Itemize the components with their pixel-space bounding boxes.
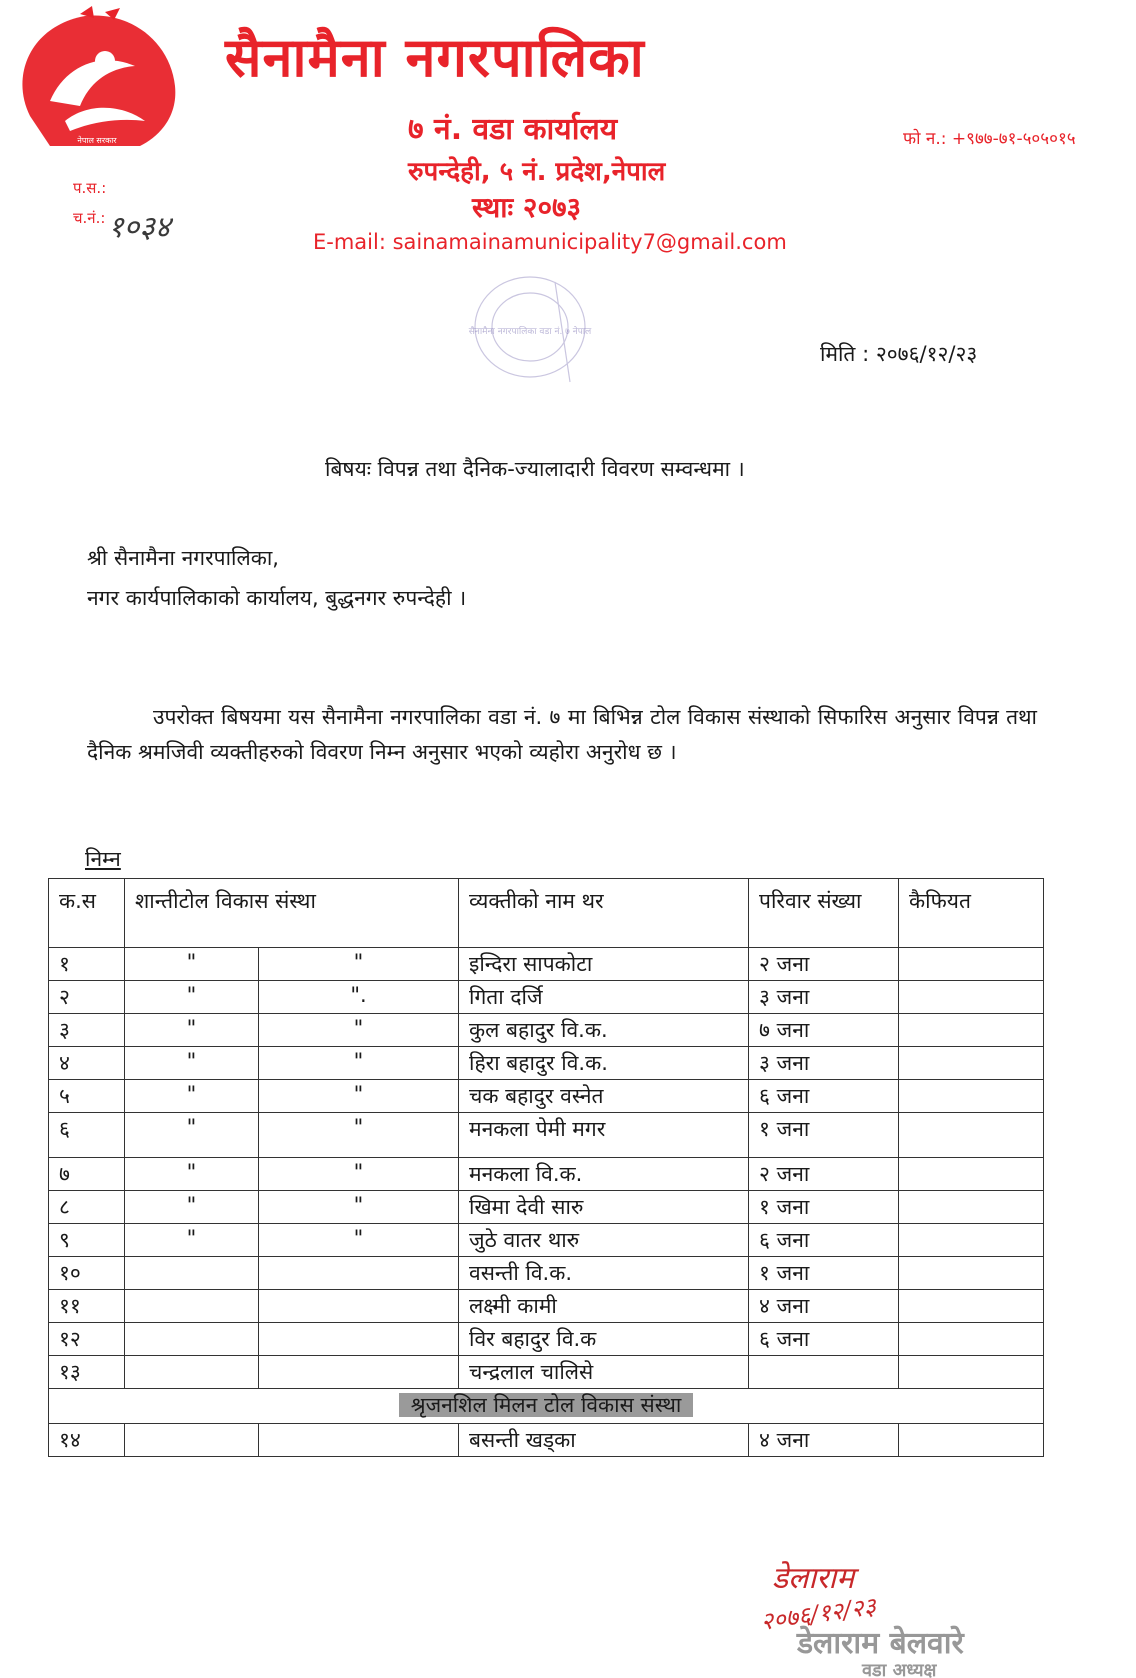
row-family-count: १ जना (749, 1191, 899, 1224)
table-row (49, 1224, 1044, 1257)
row-remark (899, 1224, 1044, 1257)
header-name: व्यक्तीको नाम थर (459, 879, 749, 948)
row-sn: १३ (49, 1356, 125, 1389)
svg-text:२०७६/१२/२३: २०७६/१२/२३ (758, 1592, 878, 1636)
cn-handwritten-number: १०३४ (108, 210, 171, 245)
row-org-ditto-a (125, 1424, 259, 1457)
row-org-ditto-b: " (259, 1047, 459, 1080)
row-org-ditto-b: " (259, 1191, 459, 1224)
row-family-count: ६ जना (749, 1080, 899, 1113)
addressee-line-1: श्री सैनामैना नगरपालिका, (87, 546, 279, 570)
row-person-name: मनकला वि.क. (459, 1158, 749, 1191)
table-row (49, 1356, 1044, 1389)
row-remark (899, 1014, 1044, 1047)
row-person-name: चन्द्रलाल चालिसे (459, 1356, 749, 1389)
row-remark (899, 1047, 1044, 1080)
row-org-ditto-b: " (259, 948, 459, 981)
table-row (49, 948, 1044, 981)
row-sn: १२ (49, 1323, 125, 1356)
beneficiary-table (48, 878, 1044, 1457)
row-org-ditto-b: ". (259, 981, 459, 1014)
office-email: E-mail: sainamainamunicipality7@gmail.com (313, 230, 787, 254)
established-year: स्थाः २०७३ (472, 191, 582, 224)
row-sn: ९ (49, 1224, 125, 1257)
row-family-count: ४ जना (749, 1290, 899, 1323)
row-org-ditto-a: " (125, 1047, 259, 1080)
row-org-ditto-a: " (125, 1158, 259, 1191)
ward-office-title: ७ नं. वडा कार्यालय (408, 112, 618, 147)
row-org-ditto-a (125, 1356, 259, 1389)
row-org-ditto-b (259, 1356, 459, 1389)
addressee-line-2: नगर कार्यपालिकाको कार्यालय, बुद्धनगर रुपन्देही । (87, 586, 467, 610)
row-sn: ६ (49, 1113, 125, 1158)
row-org-ditto-a (125, 1257, 259, 1290)
svg-text:वडा अध्यक्ष: वडा अध्यक्ष (862, 1660, 937, 1678)
row-sn: ११ (49, 1290, 125, 1323)
row-family-count: २ जना (749, 948, 899, 981)
table-row (49, 1424, 1044, 1457)
table-row (49, 1080, 1044, 1113)
svg-text:डेलाराम बेलवारे: डेलाराम बेलवारे (797, 1626, 964, 1661)
row-remark (899, 1356, 1044, 1389)
row-family-count: ३ जना (749, 1047, 899, 1080)
table-row (49, 1047, 1044, 1080)
table-row (49, 1290, 1044, 1323)
faded-stamp-icon (455, 262, 615, 412)
row-org-ditto-a: " (125, 1014, 259, 1047)
row-remark (899, 1290, 1044, 1323)
row-sn: ३ (49, 1014, 125, 1047)
row-org-ditto-a: " (125, 1191, 259, 1224)
row-org-ditto-a (125, 1323, 259, 1356)
row-org-ditto-a: " (125, 1224, 259, 1257)
row-person-name: खिमा देवी सारु (459, 1191, 749, 1224)
header-family-count: परिवार संख्या (749, 879, 899, 948)
svg-text:डेलाराम: डेलाराम (772, 1561, 855, 1596)
row-sn: ५ (49, 1080, 125, 1113)
row-org-ditto-b: " (259, 1014, 459, 1047)
row-remark (899, 981, 1044, 1014)
letter-body: उपरोक्त बिषयमा यस सैनामैना नगरपालिका वडा नं. ७ मा बिभिन्न टोल विकास संस्थाको सिफारिस अनुसार विपन्न तथा दैनिक श्रमजिवी व्यक्तीहरुको विवरण निम्न अनुसार भएको व्यहोरा अनुरोध छ । (87, 705, 1037, 764)
header-organization: शान्तीटोल विकास संस्था (125, 879, 459, 948)
row-sn: ४ (49, 1047, 125, 1080)
list-title: निम्न (85, 847, 121, 871)
municipality-title: सैनामैना नगरपालिका (225, 26, 645, 89)
row-org-ditto-a: " (125, 1113, 259, 1158)
row-person-name: विर बहादुर वि.क (459, 1323, 749, 1356)
row-org-ditto-b (259, 1257, 459, 1290)
svg-text:नेपाल सरकार: नेपाल सरकार (77, 136, 117, 145)
row-family-count: १ जना (749, 1113, 899, 1158)
row-person-name: वसन्ती वि.क. (459, 1257, 749, 1290)
row-org-ditto-b: " (259, 1080, 459, 1113)
signature-stamp-icon (742, 1548, 1042, 1678)
row-sn: १४ (49, 1424, 125, 1457)
letter-date: मिति : २०७६/१२/२३ (820, 342, 978, 366)
office-phone: फो न.: +९७७-७१-५०५०१५ (903, 129, 1076, 149)
table-row (49, 1323, 1044, 1356)
row-family-count: २ जना (749, 1158, 899, 1191)
row-org-ditto-b: " (259, 1113, 459, 1158)
row-person-name: गिता दर्जि (459, 981, 749, 1014)
row-org-ditto-a (125, 1290, 259, 1323)
row-org-ditto-b: " (259, 1224, 459, 1257)
row-sn: १ (49, 948, 125, 981)
municipality-emblem-icon (10, 6, 185, 156)
row-sn: ८ (49, 1191, 125, 1224)
row-family-count: ७ जना (749, 1014, 899, 1047)
row-person-name: चक बहादुर वस्नेत (459, 1080, 749, 1113)
row-family-count: ४ जना (749, 1424, 899, 1457)
row-sn: १० (49, 1257, 125, 1290)
row-remark (899, 948, 1044, 981)
row-org-ditto-b: " (259, 1158, 459, 1191)
row-person-name: हिरा बहादुर वि.क. (459, 1047, 749, 1080)
row-family-count (749, 1356, 899, 1389)
table-row (49, 981, 1044, 1014)
row-org-ditto-a: " (125, 1080, 259, 1113)
row-remark (899, 1191, 1044, 1224)
row-sn: ७ (49, 1158, 125, 1191)
row-remark (899, 1113, 1044, 1158)
row-person-name: मनकला पेमी मगर (459, 1113, 749, 1158)
svg-text:सैनामैना नगरपालिका वडा नं. ७ न: सैनामैना नगरपालिका वडा नं. ७ नेपाल (468, 327, 592, 337)
row-org-ditto-a: " (125, 948, 259, 981)
row-org-ditto-b (259, 1424, 459, 1457)
row-org-ditto-b (259, 1290, 459, 1323)
row-remark (899, 1257, 1044, 1290)
row-remark (899, 1080, 1044, 1113)
ps-label: प.स.: (73, 179, 107, 197)
header-remarks: कैफियत (899, 879, 1044, 948)
row-family-count: ६ जना (749, 1224, 899, 1257)
row-family-count: ३ जना (749, 981, 899, 1014)
row-remark (899, 1158, 1044, 1191)
row-family-count: १ जना (749, 1257, 899, 1290)
row-org-ditto-b (259, 1323, 459, 1356)
row-person-name: जुठे वातर थारु (459, 1224, 749, 1257)
row-sn: २ (49, 981, 125, 1014)
table-row (49, 1014, 1044, 1047)
table-row (49, 1113, 1044, 1158)
row-person-name: लक्ष्मी कामी (459, 1290, 749, 1323)
cn-label: च.नं.: (73, 209, 106, 227)
table-group-row (49, 1389, 1044, 1424)
row-person-name: इन्दिरा सापकोटा (459, 948, 749, 981)
group-organization-label: श्रृजनशिल मिलन टोल विकास संस्था (399, 1393, 694, 1417)
office-address: रुपन्देही, ५ नं. प्रदेश,नेपाल (408, 157, 666, 187)
row-person-name: कुल बहादुर वि.क. (459, 1014, 749, 1047)
header-sn: क.स (49, 879, 125, 948)
row-family-count: ६ जना (749, 1323, 899, 1356)
letter-subject: बिषयः विपन्न तथा दैनिक-ज्यालादारी विवरण सम्वन्धमा । (325, 457, 745, 481)
table-row (49, 1257, 1044, 1290)
row-org-ditto-a: " (125, 981, 259, 1014)
table-row (49, 1158, 1044, 1191)
table-row (49, 1191, 1044, 1224)
row-remark (899, 1323, 1044, 1356)
row-person-name: बसन्ती खड्का (459, 1424, 749, 1457)
table-header-row (49, 879, 1044, 948)
row-remark (899, 1424, 1044, 1457)
